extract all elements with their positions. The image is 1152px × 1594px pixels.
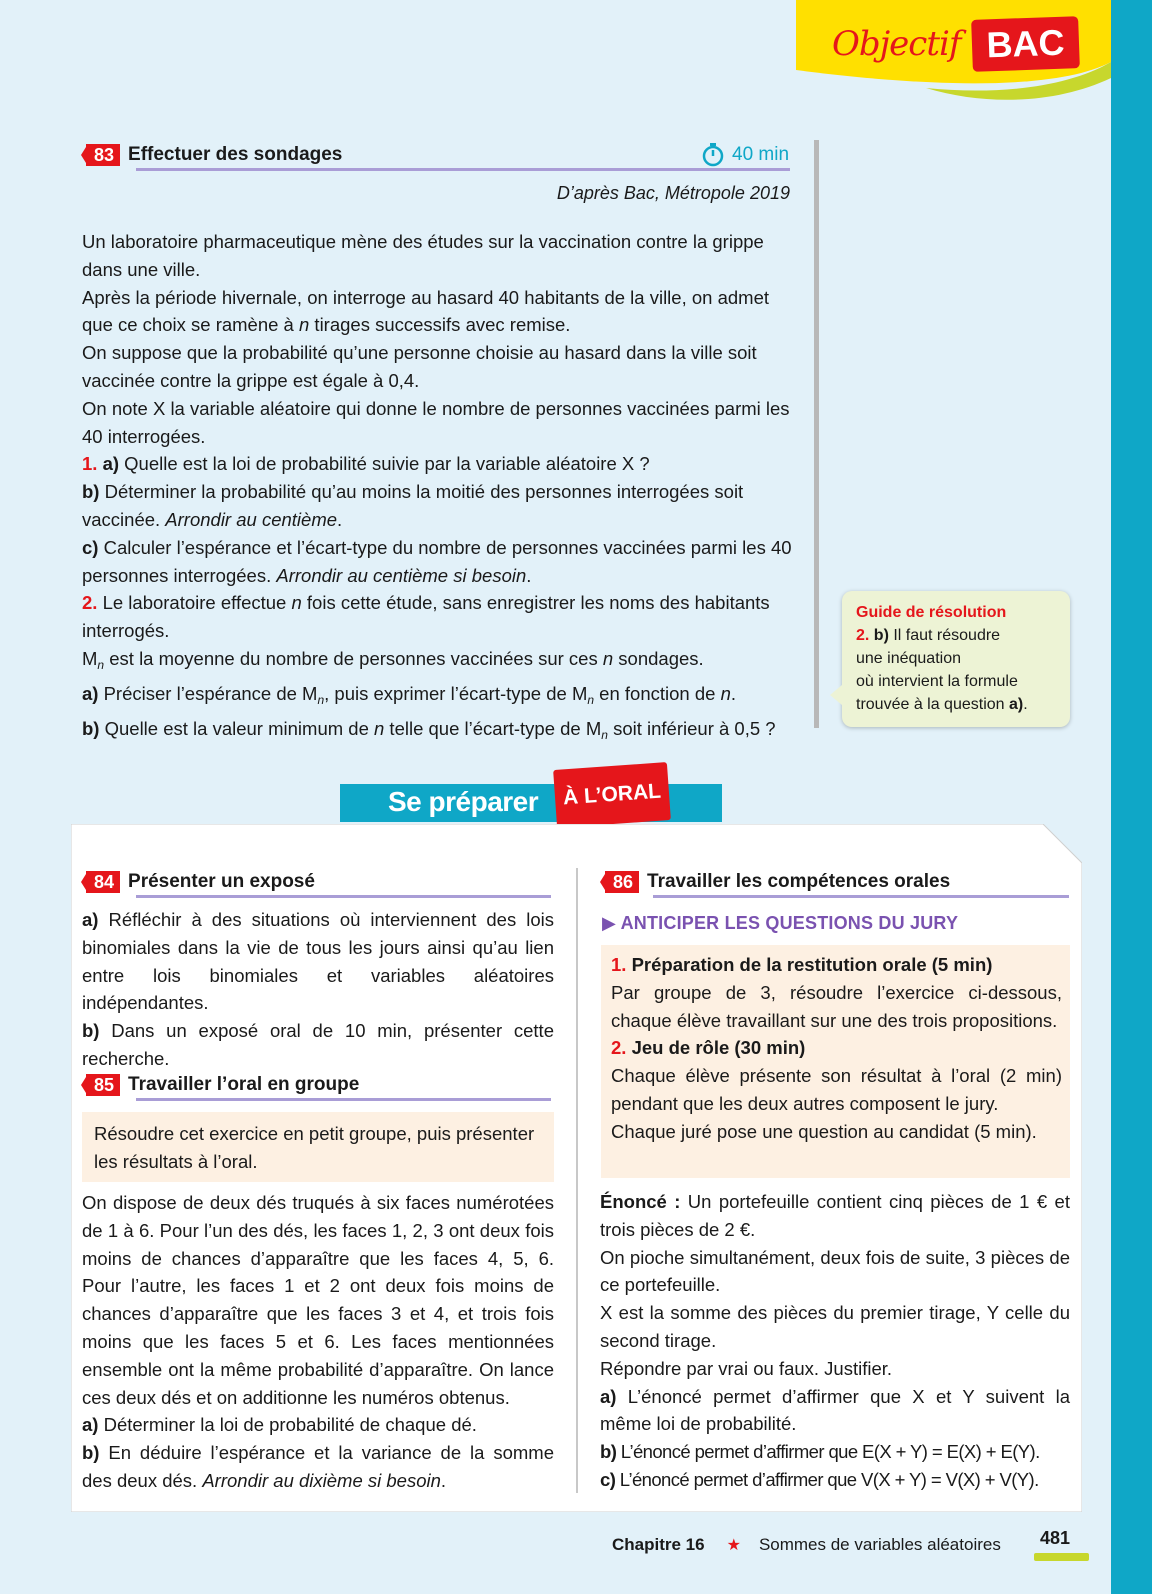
step-1-body: Par groupe de 3, résoudre l’exercice ci-dessous, chaque élève travaillant sur une des trois propositions. <box>611 981 1062 1031</box>
page-number-underline <box>1034 1553 1089 1561</box>
oral-section-title: Se préparer <box>388 786 539 817</box>
guide-title: Guide de résolution <box>856 604 1007 621</box>
question-c: c) L’énoncé permet d’affirmer que V(X + Y) = V(X) + V(Y). <box>600 1468 1039 1490</box>
paragraph: Un laboratoire pharmaceutique mène des études sur la vaccination contre la grippe dans une ville. <box>82 231 764 280</box>
step-1-title: 1. Préparation de la restitution orale (5 min) <box>611 954 993 975</box>
exercise-83-body <box>82 228 794 749</box>
exercise-86-body <box>600 1188 1070 1494</box>
guide-line: une inéquation <box>856 650 961 667</box>
title-underline <box>136 168 790 171</box>
paragraph: On dispose de deux dés truqués à six faces numérotées de 1 à 6. Pour l’un des dés, les faces 1, 2, 3 ont deux fois moins de chances d’apparaître que les faces 4, 5, 6. Pour l’autre, les faces 1 et 2 ont deux fois moins de chances d’apparaître que les faces 3 et 4, et trois fois moins que les faces 5 et 6. Les faces mentionnées ensemble ont la même probabilité d’apparaître. On lance ces deux dés et on additionne les numéros obtenus. <box>82 1192 554 1408</box>
exercise-title: Travailler les compétences orales <box>647 871 951 892</box>
question-2b: b) Quelle est la valeur minimum de n telle que l’écart-type de $M_n$ soit inférieur à 0,5 ? <box>82 717 776 742</box>
exercise-source: D’après Bac, Métropole 2019 <box>556 183 790 203</box>
exercise-83-heading <box>86 143 342 167</box>
section-heading: ▶ ANTICIPER LES QUESTIONS DU JURY <box>602 913 959 933</box>
question-a: a) Déterminer la loi de probabilité de chaque dé. <box>82 1414 477 1436</box>
page-footer <box>612 1535 1001 1555</box>
question-b: b) L’énoncé permet d’affirmer que E(X + Y) = E(X) + E(Y). <box>600 1441 1040 1463</box>
question-1a: 1. a) Quelle est la loi de probabilité suivie par la variable aléatoire X ? <box>82 453 650 475</box>
title-underline <box>136 1098 551 1101</box>
exercise-number: 85 <box>86 1074 120 1096</box>
chapter-label: Chapitre 16 <box>612 1535 705 1554</box>
question-1c: c) Calculer l’espérance et l’écart-type du nombre de personnes vaccinées parmi les 40 personnes interrogées. Arrondir au centième si besoin. <box>82 536 792 586</box>
question-1b: b) Déterminer la probabilité qu’au moins la moitié des personnes interrogées soit vaccinée. Arrondir au centième. <box>82 481 744 530</box>
exercise-85-heading <box>86 1073 359 1097</box>
step-2-title: 2. Jeu de rôle (30 min) <box>611 1037 806 1059</box>
exercise-number: 83 <box>86 144 120 166</box>
page-number: 481 <box>1040 1528 1071 1548</box>
exercise-title: Effectuer des sondages <box>128 144 343 165</box>
chapter-subject: Sommes de variables aléatoires <box>758 1535 1001 1554</box>
title-underline <box>136 895 551 898</box>
stopwatch-icon <box>702 143 724 167</box>
exercise-title: Travailler l’oral en groupe <box>128 1074 360 1095</box>
paragraph: On pioche simultanément, deux fois de suite, 3 pièces de ce portefeuille. <box>600 1246 1070 1296</box>
step-2-body: Chaque élève présente son résultat à l’oral (2 min) pendant que les deux autres composent le jury. <box>611 1065 1062 1114</box>
right-edge-bar <box>1111 0 1152 1594</box>
guide-line: 2. b) Il faut résoudre <box>856 627 1001 644</box>
objectif-label: Objectif <box>832 24 961 64</box>
paragraph: X est la somme des pièces du premier tirage, Y celle du second tirage. <box>600 1302 1070 1351</box>
oral-section-badge: À L’ORAL <box>553 762 671 828</box>
paragraph: On suppose que la probabilité qu’une personne choisie au hasard dans la ville soit vaccinée contre la grippe est égale à 0,4. <box>82 342 757 391</box>
exercise-86-heading <box>605 870 950 894</box>
margin-divider <box>814 140 819 728</box>
step-2-body: Chaque juré pose une question au candidat (5 min). <box>611 1120 1037 1142</box>
question-2: 2. Le laboratoire effectue n fois cette étude, sans enregistrer les noms des habitants interrogés. <box>82 592 770 642</box>
guide-line: trouvée à la question a). <box>856 696 1028 713</box>
paragraph: Répondre par vrai ou faux. Justifier. <box>600 1357 893 1379</box>
question-2a: a) Préciser l’espérance de $M_n$, puis exprimer l’écart-type de $M_n$ en fonction de n. <box>82 682 736 707</box>
question-a: a) L’énoncé permet d’affirmer que X et Y suivent la même loi de probabilité. <box>600 1385 1070 1435</box>
duration-text: 40 min <box>732 144 790 165</box>
question-a: a) Réfléchir à des situations où interviennent des lois binomiales dans la vie de tous les jours ainsi qu’au lien entre lois binomiales et variables aléatoires indépendantes. <box>82 909 554 1014</box>
star-icon: ★ <box>726 1537 741 1554</box>
column-divider <box>576 868 578 1493</box>
question-b: b) En déduire l’espérance et la variance de la somme des deux dés. Arrondir au dixième si besoin. <box>82 1442 554 1491</box>
exercise-number: 84 <box>86 871 120 893</box>
mn-definition: $M_n$ est la moyenne du nombre de personnes vaccinées sur ces n sondages. <box>82 647 704 672</box>
bac-label: BAC <box>971 16 1080 72</box>
resolution-guide <box>842 591 1070 727</box>
exercise-number: 86 <box>605 871 639 893</box>
exercise-84-body <box>82 906 554 1073</box>
exercise-title: Présenter un exposé <box>128 871 315 892</box>
title-underline <box>653 895 1069 898</box>
instruction-text: Résoudre cet exercice en petit groupe, puis présenter les résultats à l’oral. <box>94 1123 535 1172</box>
duration <box>702 143 789 167</box>
exercise-84-heading <box>86 870 315 894</box>
question-b: b) Dans un exposé oral de 10 min, présenter cette recherche. <box>82 1020 554 1069</box>
exercise-85-body <box>82 1189 554 1495</box>
objectif-bac-banner <box>796 0 1111 105</box>
paragraph: On note X la variable aléatoire qui donne le nombre de personnes vaccinées parmi les 40 interrogées. <box>82 397 790 447</box>
paragraph: Après la période hivernale, on interroge au hasard 40 habitants de la ville, on admet que ce choix se ramène à n tirages successifs avec remise. <box>82 286 769 336</box>
statement: Énoncé : Un portefeuille contient cinq pièces de 1 € et trois pièces de 2 €. <box>600 1191 1070 1240</box>
instructions <box>611 951 1062 1146</box>
guide-line: où intervient la formule <box>856 673 1018 690</box>
